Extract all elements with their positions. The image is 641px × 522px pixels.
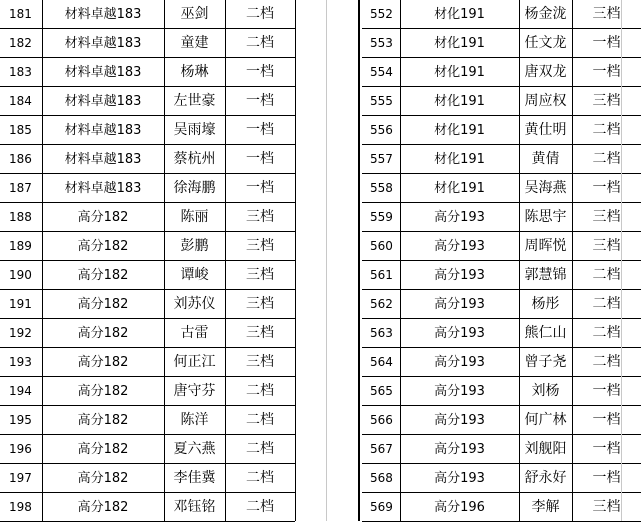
row-divider	[362, 260, 641, 261]
right-grade-cell[interactable]: 三档	[592, 6, 621, 22]
left-class-cell[interactable]: 高分182	[77, 326, 129, 341]
row-divider	[362, 492, 641, 493]
right-grade-cell[interactable]: 二档	[592, 325, 621, 341]
left-name-cell[interactable]: 童建	[180, 35, 209, 51]
table-row	[0, 348, 641, 377]
left-grade-cell[interactable]: 三档	[246, 238, 274, 254]
table-row	[0, 290, 641, 319]
row-divider	[362, 405, 641, 406]
left-name-cell[interactable]: 徐海鹏	[173, 180, 216, 196]
left-name-cell[interactable]: 唐守芬	[173, 383, 216, 399]
left-row-number[interactable]: 196	[9, 442, 32, 456]
left-grade-cell[interactable]: 一档	[246, 151, 274, 167]
table-row	[0, 0, 641, 29]
table-row	[0, 377, 641, 406]
table-row	[0, 493, 641, 522]
right-row-number[interactable]: 552	[370, 7, 393, 21]
left-class-cell[interactable]: 高分182	[77, 355, 129, 370]
right-grade-cell[interactable]: 三档	[592, 209, 621, 225]
left-class-cell[interactable]: 高分182	[77, 471, 129, 486]
row-divider	[362, 289, 641, 290]
left-name-cell[interactable]: 古雷	[180, 325, 209, 341]
right-grade-cell[interactable]: 二档	[592, 267, 621, 283]
row-divider	[362, 376, 641, 377]
right-class-cell[interactable]: 材化191	[434, 123, 485, 138]
right-grade-cell[interactable]: 一档	[592, 64, 621, 80]
right-grade-cell[interactable]: 二档	[592, 151, 621, 167]
row-divider	[362, 144, 641, 145]
left-grade-cell[interactable]: 一档	[246, 93, 274, 109]
right-class-cell[interactable]: 材化191	[434, 181, 485, 196]
right-grade-cell[interactable]: 一档	[592, 441, 621, 457]
row-divider	[0, 463, 295, 464]
right-class-cell[interactable]: 高分196	[434, 500, 485, 515]
left-class-cell[interactable]: 高分182	[77, 500, 129, 515]
right-grade-cell[interactable]: 一档	[592, 383, 621, 399]
right-name-cell[interactable]: 熊仁山	[524, 325, 567, 341]
row-divider	[0, 434, 295, 435]
left-name-cell[interactable]: 何正江	[173, 354, 216, 370]
right-row-number[interactable]: 562	[370, 297, 393, 311]
left-row-number[interactable]: 197	[9, 471, 32, 485]
right-class-cell[interactable]: 高分193	[434, 326, 485, 341]
table-row	[0, 406, 641, 435]
left-name-cell[interactable]: 谭峻	[180, 267, 209, 283]
table-row	[0, 319, 641, 348]
left-row-number[interactable]: 182	[9, 36, 32, 50]
left-class-cell[interactable]: 高分182	[77, 239, 129, 254]
row-divider	[0, 202, 295, 203]
column-divider	[326, 0, 327, 521]
left-grade-cell[interactable]: 二档	[246, 441, 274, 457]
column-divider	[164, 0, 165, 521]
left-name-cell[interactable]: 刘苏仪	[173, 296, 216, 312]
column-divider	[358, 0, 360, 521]
column-divider	[621, 0, 622, 521]
left-grade-cell[interactable]: 二档	[246, 499, 274, 515]
left-grade-cell[interactable]: 三档	[246, 325, 274, 341]
left-row-number[interactable]: 193	[9, 355, 32, 369]
left-grade-cell[interactable]: 一档	[246, 122, 274, 138]
left-row-number[interactable]: 184	[9, 94, 32, 108]
row-divider	[0, 347, 295, 348]
left-grade-cell[interactable]: 三档	[246, 209, 274, 225]
left-name-cell[interactable]: 李佳冀	[173, 470, 216, 486]
table-row	[0, 58, 641, 87]
row-divider	[362, 434, 641, 435]
row-divider	[362, 57, 641, 58]
left-name-cell[interactable]: 蔡杭州	[173, 151, 216, 167]
left-grade-cell[interactable]: 一档	[246, 64, 274, 80]
left-row-number[interactable]: 194	[9, 384, 32, 398]
left-grade-cell[interactable]: 三档	[246, 296, 274, 312]
left-class-cell[interactable]: 高分182	[77, 413, 129, 428]
table-row	[0, 464, 641, 493]
right-row-number[interactable]: 568	[370, 471, 393, 485]
right-name-cell[interactable]: 周应权	[524, 93, 567, 109]
right-name-cell[interactable]: 杨彤	[531, 296, 560, 312]
right-class-cell[interactable]: 材化191	[434, 65, 485, 80]
right-row-number[interactable]: 556	[370, 123, 393, 137]
table-row	[0, 145, 641, 174]
right-class-cell[interactable]: 高分193	[434, 268, 485, 283]
right-row-number[interactable]: 566	[370, 413, 393, 427]
left-row-number[interactable]: 188	[9, 210, 32, 224]
table-row	[0, 116, 641, 145]
left-row-number[interactable]: 190	[9, 268, 32, 282]
right-class-cell[interactable]: 高分193	[434, 239, 485, 254]
right-name-cell[interactable]: 刘杨	[531, 383, 560, 399]
right-row-number[interactable]: 565	[370, 384, 393, 398]
left-name-cell[interactable]: 陈丽	[180, 209, 209, 225]
row-divider	[0, 86, 295, 87]
right-grade-cell[interactable]: 三档	[592, 238, 621, 254]
left-grade-cell[interactable]: 二档	[246, 470, 274, 486]
column-divider	[400, 0, 401, 521]
left-row-number[interactable]: 187	[9, 181, 32, 195]
row-divider	[0, 57, 295, 58]
right-class-cell[interactable]: 高分193	[434, 210, 485, 225]
left-name-cell[interactable]: 吴雨壕	[173, 122, 216, 138]
left-class-cell[interactable]: 高分182	[77, 210, 129, 225]
right-name-cell[interactable]: 陈思宇	[524, 209, 567, 225]
right-row-number[interactable]: 564	[370, 355, 393, 369]
left-name-cell[interactable]: 邓钰铭	[173, 499, 216, 515]
left-name-cell[interactable]: 巫剑	[180, 6, 209, 22]
right-class-cell[interactable]: 高分193	[434, 442, 485, 457]
right-grade-cell[interactable]: 一档	[592, 35, 621, 51]
left-row-number[interactable]: 192	[9, 326, 32, 340]
row-divider	[0, 289, 295, 290]
row-divider	[0, 144, 295, 145]
right-name-cell[interactable]: 任文龙	[524, 35, 567, 51]
right-grade-cell[interactable]: 二档	[592, 122, 621, 138]
right-class-cell[interactable]: 高分193	[434, 413, 485, 428]
left-row-number[interactable]: 191	[9, 297, 32, 311]
right-class-cell[interactable]: 高分193	[434, 355, 485, 370]
table-row	[0, 261, 641, 290]
right-grade-cell[interactable]: 二档	[592, 296, 621, 312]
row-divider	[0, 115, 295, 116]
right-grade-cell[interactable]: 二档	[592, 354, 621, 370]
right-row-number[interactable]: 567	[370, 442, 393, 456]
right-row-number[interactable]: 553	[370, 36, 393, 50]
left-row-number[interactable]: 181	[9, 7, 32, 21]
column-divider	[42, 0, 43, 521]
row-divider	[0, 28, 295, 29]
left-class-cell[interactable]: 材料卓越183	[64, 181, 142, 196]
right-name-cell[interactable]: 黄倩	[531, 151, 560, 167]
right-name-cell[interactable]: 何广林	[524, 412, 567, 428]
left-name-cell[interactable]: 杨琳	[180, 64, 209, 80]
right-row-number[interactable]: 561	[370, 268, 393, 282]
row-divider	[362, 202, 641, 203]
left-grade-cell[interactable]: 二档	[246, 35, 274, 51]
right-name-cell[interactable]: 曾子尧	[524, 354, 567, 370]
table-row	[0, 29, 641, 58]
left-grade-cell[interactable]: 二档	[246, 6, 274, 22]
table-row	[0, 174, 641, 203]
row-divider	[0, 260, 295, 261]
left-class-cell[interactable]: 材料卓越183	[64, 123, 142, 138]
row-divider	[362, 173, 641, 174]
table-row	[0, 232, 641, 261]
right-grade-cell[interactable]: 三档	[592, 93, 621, 109]
row-divider	[362, 463, 641, 464]
right-row-number[interactable]: 563	[370, 326, 393, 340]
table-row	[0, 87, 641, 116]
right-name-cell[interactable]: 刘舰阳	[524, 441, 567, 457]
right-name-cell[interactable]: 杨金泷	[524, 6, 567, 22]
left-class-cell[interactable]: 高分182	[77, 442, 129, 457]
row-divider	[362, 28, 641, 29]
left-row-number[interactable]: 185	[9, 123, 32, 137]
right-class-cell[interactable]: 材化191	[434, 36, 485, 51]
right-row-number[interactable]: 555	[370, 94, 393, 108]
row-divider	[362, 231, 641, 232]
row-divider	[0, 318, 295, 319]
column-divider	[519, 0, 520, 521]
left-name-cell[interactable]: 彭鹏	[180, 238, 209, 254]
right-class-cell[interactable]: 材化191	[434, 94, 485, 109]
right-row-number[interactable]: 558	[370, 181, 393, 195]
row-divider	[0, 376, 295, 377]
right-name-cell[interactable]: 舒永好	[524, 470, 567, 486]
right-row-number[interactable]: 560	[370, 239, 393, 253]
left-class-cell[interactable]: 材料卓越183	[64, 7, 142, 22]
left-class-cell[interactable]: 高分182	[77, 384, 129, 399]
right-class-cell[interactable]: 材化191	[434, 152, 485, 167]
left-class-cell[interactable]: 材料卓越183	[64, 94, 142, 109]
left-class-cell[interactable]: 高分182	[77, 297, 129, 312]
right-row-number[interactable]: 557	[370, 152, 393, 166]
left-row-number[interactable]: 189	[9, 239, 32, 253]
row-divider	[362, 347, 641, 348]
left-class-cell[interactable]: 高分182	[77, 268, 129, 283]
left-grade-cell[interactable]: 二档	[246, 383, 274, 399]
right-name-cell[interactable]: 李解	[531, 499, 560, 515]
right-name-cell[interactable]: 郭慧锦	[524, 267, 567, 283]
left-row-number[interactable]: 195	[9, 413, 32, 427]
column-divider	[295, 0, 296, 521]
right-name-cell[interactable]: 黄仕明	[524, 122, 567, 138]
left-row-number[interactable]: 183	[9, 65, 32, 79]
left-name-cell[interactable]: 陈洋	[180, 412, 209, 428]
right-name-cell[interactable]: 周晖悦	[524, 238, 567, 254]
right-row-number[interactable]: 569	[370, 500, 393, 514]
right-class-cell[interactable]: 高分193	[434, 297, 485, 312]
right-grade-cell[interactable]: 一档	[592, 412, 621, 428]
left-class-cell[interactable]: 材料卓越183	[64, 152, 142, 167]
row-divider	[0, 231, 295, 232]
right-grade-cell[interactable]: 一档	[592, 470, 621, 486]
right-grade-cell[interactable]: 一档	[592, 180, 621, 196]
left-grade-cell[interactable]: 三档	[246, 354, 274, 370]
right-class-cell[interactable]: 材化191	[434, 7, 485, 22]
row-divider	[362, 115, 641, 116]
left-name-cell[interactable]: 左世豪	[173, 93, 216, 109]
left-name-cell[interactable]: 夏六燕	[173, 441, 216, 457]
left-grade-cell[interactable]: 三档	[246, 267, 274, 283]
row-divider	[0, 405, 295, 406]
right-row-number[interactable]: 554	[370, 65, 393, 79]
left-class-cell[interactable]: 材料卓越183	[64, 65, 142, 80]
right-row-number[interactable]: 559	[370, 210, 393, 224]
left-row-number[interactable]: 198	[9, 500, 32, 514]
right-class-cell[interactable]: 高分193	[434, 471, 485, 486]
right-name-cell[interactable]: 唐双龙	[524, 64, 567, 80]
left-class-cell[interactable]: 材料卓越183	[64, 36, 142, 51]
row-divider	[0, 173, 295, 174]
table-row	[0, 203, 641, 232]
right-grade-cell[interactable]: 三档	[592, 499, 621, 515]
left-grade-cell[interactable]: 一档	[246, 180, 274, 196]
row-divider	[0, 492, 295, 493]
right-class-cell[interactable]: 高分193	[434, 384, 485, 399]
column-divider	[225, 0, 226, 521]
left-row-number[interactable]: 186	[9, 152, 32, 166]
left-grade-cell[interactable]: 二档	[246, 412, 274, 428]
column-divider	[572, 0, 573, 521]
right-name-cell[interactable]: 吴海燕	[524, 180, 567, 196]
row-divider	[362, 318, 641, 319]
row-divider	[362, 86, 641, 87]
table-row	[0, 435, 641, 464]
